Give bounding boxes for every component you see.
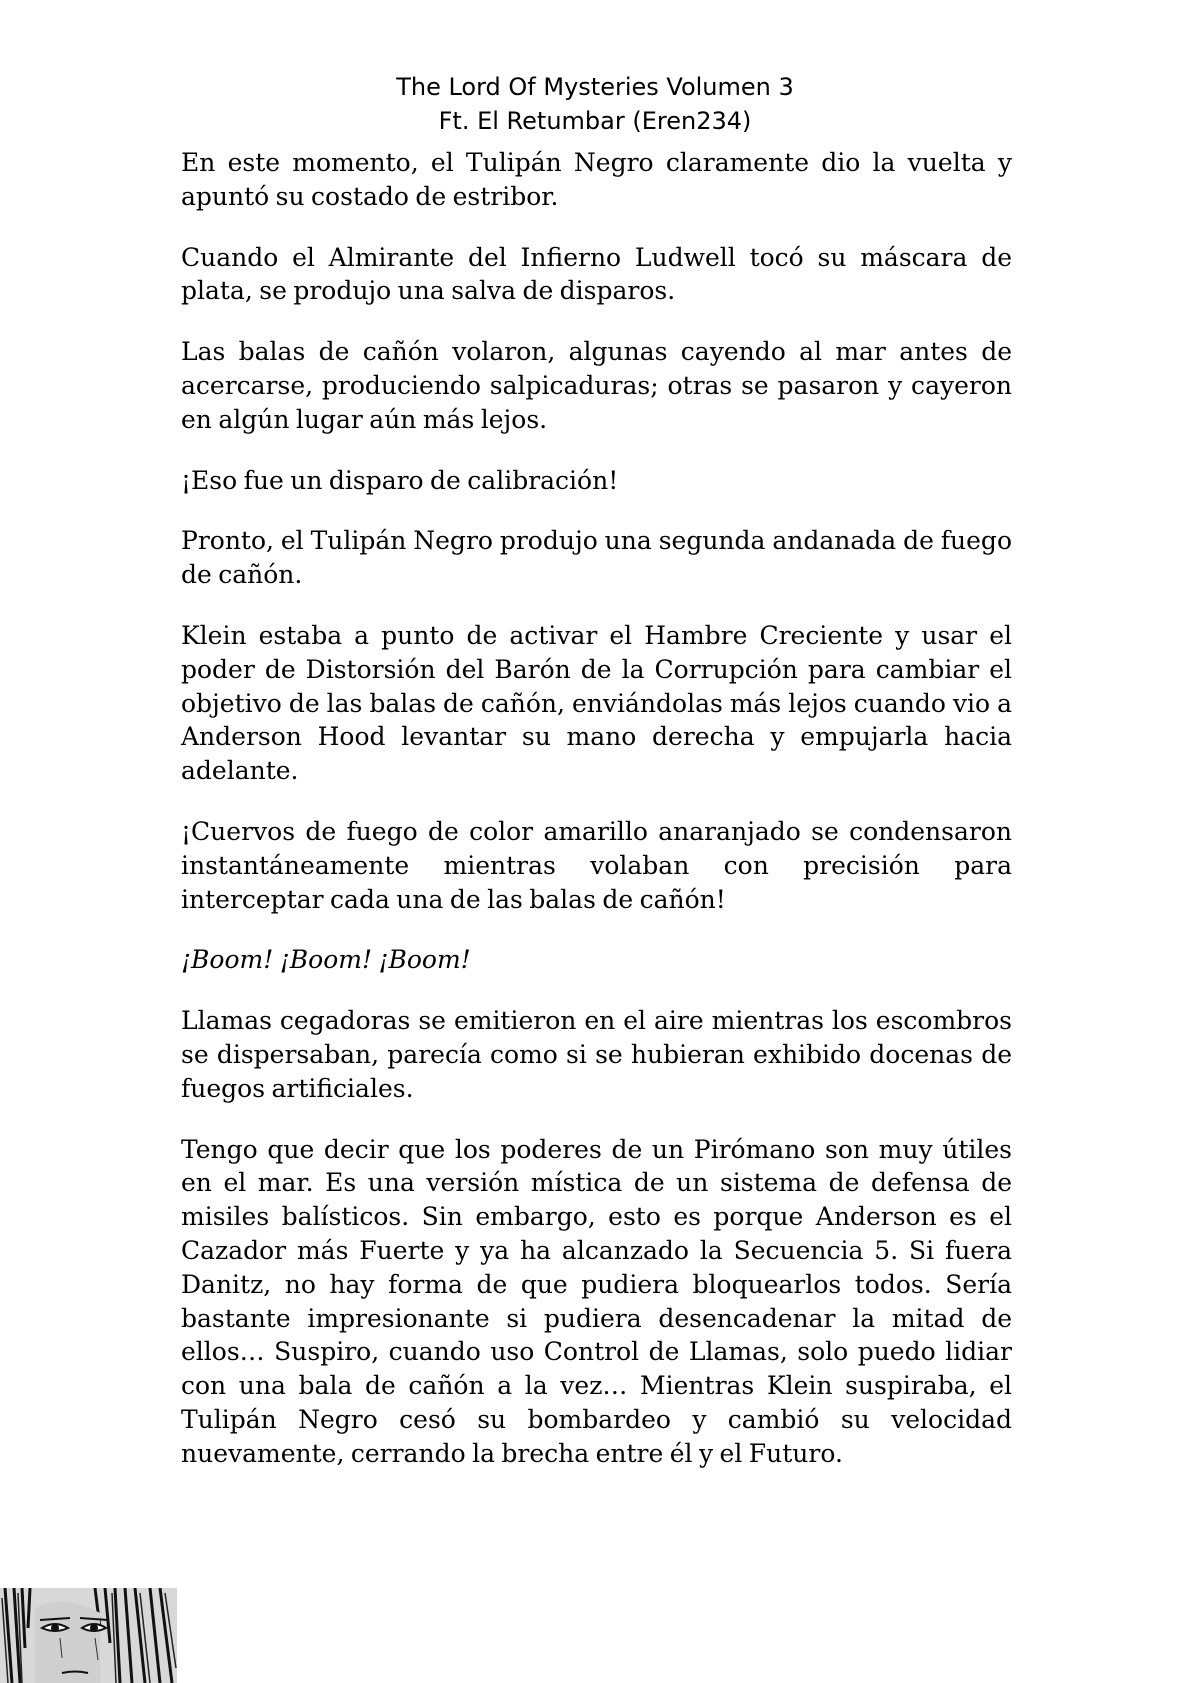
paragraph: En este momento, el Tulipán Negro claramente dio la vuelta y apuntó su costado de estribor. (181, 148, 1012, 211)
anime-character-face-icon (0, 1588, 177, 1683)
paragraph: ¡Cuervos de fuego de color amarillo anaranjado se condensaron instantáneamente mientras volaban con precisión para interceptar cada una de las balas de cañón! (181, 816, 1012, 914)
paragraph: ¡Eso fue un disparo de calibración! (181, 465, 619, 495)
body-text (181, 146, 1012, 1498)
paragraph: Cuando el Almirante del Infierno Ludwell tocó su máscara de plata, se produjo una salva de disparos. (181, 242, 1012, 306)
paragraph: Klein estaba a punto de activar el Hambre Creciente y usar el poder de Distorsión del Barón de la Corrupción para cambiar el objetivo de las balas de cañón, enviándolas más lejos cuando vio a Anderson Hood levantar su mano derecha y empujarla hacia adelante. (181, 620, 1012, 786)
paragraph: Llamas cegadoras se emitieron en el aire mientras los escombros se dispersaban, parecía como si se hubieran exhibido docenas de fuegos artificiales. (181, 1006, 1012, 1103)
paragraph-sound-effect: ¡Boom! ¡Boom! ¡Boom! (181, 945, 471, 975)
document-subtitle: Ft. El Retumbar (Eren234) (438, 107, 752, 135)
document-title: The Lord Of Mysteries Volumen 3 (396, 73, 794, 101)
paragraph: Las balas de cañón volaron, algunas cayendo al mar antes de acercarse, produciendo salpicaduras; otras se pasaron y cayeron en algún lugar aún más lejos. (181, 337, 1012, 434)
paragraph: Tengo que decir que los poderes de un Pirómano son muy útiles en el mar. Es una versión mística de un sistema de defensa de misiles balísticos. Sin embargo, esto es porque Anderson es el Cazador más Fuerte y ya ha alcanzado la Secuencia 5. Si fuera Danitz, no hay forma de que pudiera bloquearlos todos. Sería bastante impresionante si pudiera desencadenar la mitad de ellos… Suspiro, cuando uso Control de Llamas, solo puedo lidiar con una bala de cañón a la vez… Mientras Klein suspiraba, el Tulipán Negro cesó su bombardeo y cambió su velocidad nuevamente, cerrando la brecha entre él y el Futuro. (181, 1134, 1012, 1468)
paragraph: Pronto, el Tulipán Negro produjo una segunda andanada de fuego de cañón. (181, 526, 1012, 590)
